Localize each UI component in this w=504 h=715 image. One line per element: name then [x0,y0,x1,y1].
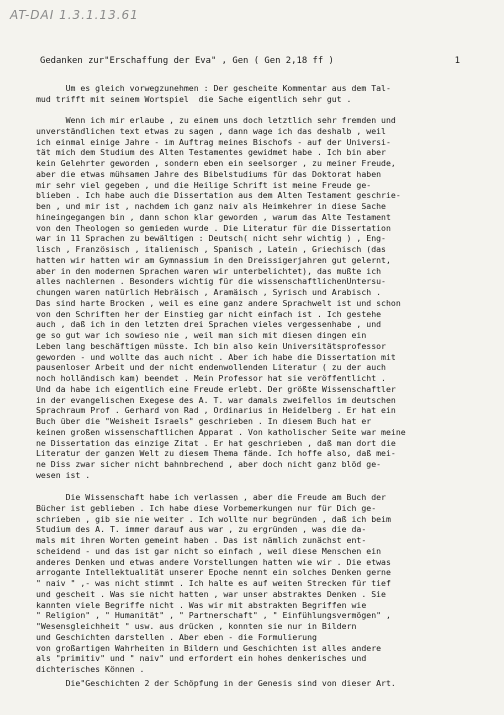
text-line: Leben lang beschäftigen müsste. Ich bin also kein Universitätsprofessor [36,340,386,351]
text-line: hatten wir hatten wir am Gymnassium in den Dreissigerjahren gut gelernt, [36,254,391,265]
text-line: lisch , Französisch , italienisch , Spanisch , Latein , Griechisch (das [36,244,386,254]
text-line: wesen ist . [36,469,91,480]
page-number: 1 [454,56,460,66]
text-line: kein Gelehrter geworden , sondern eben ein seelsorger , zu meiner Freude, [36,158,396,168]
text-line: Die Wissenschaft habe ich verlassen , aber die Freude am Buch der [36,492,386,502]
text-line: Wenn ich mir erlaube , zu einem uns doch letztlich sehr fremden und [36,115,396,125]
text-line: als "primitiv" und " naiv" und erfordert ein hohes denkerisches und [36,653,367,664]
text-line: von den Theologen so gemieden wurde . Die Literatur für die Dissertation [36,222,391,233]
text-line: mir sehr viel gegeben , und die Heilige Schrift ist meine Freude ge- [36,179,372,190]
text-line: keinen großen wissenschaftlichen Apparat . Von katholischer Seite war meine [36,426,406,437]
text-line: Die"Geschichten 2 der Schöpfung in der Genesis sind von dieser Art. [36,678,396,688]
text-line: von großartigen Wahrheiten in Bildern und Geschichten ist alles andere [36,642,382,653]
paragraph-closing [36,678,468,689]
text-line: blieben . Ich habe auch die Dissertation aus dem Alten Testament geschrie- [36,190,401,201]
text-line: ne Dissertation das einzige Zitat . Er hat geschrieben , daß man dort die [36,437,396,448]
paragraph-intro [36,83,468,105]
text-line: " Religion" , " Humanität" , " Partnerschaft" , " Einfühlungsvermögen" , [36,610,391,621]
text-line: aber in den modernen Sprachen waren wir unterbelichtet), das mußte ich [36,265,382,276]
text-line: dichterisches Können . [36,664,145,674]
text-line: mals mit ihren Worten gemeint haben . Das ist nämlich zunächst ent- [36,535,367,545]
text-line: kannten viele Begriffe nicht . Was wir mit abstrakten Begriffen wie [36,599,367,610]
text-line: pausenloser Arbeit und der nicht endenwollenden Literatur ( zu der auch [36,362,386,373]
text-line: " naiv " ,- was nicht stimmt . Ich halte es auf weiten Strecken für tief [36,578,391,588]
text-line: anderes Denken und etwas andere Vorstellungen hatten wie wir . Die etwas [36,556,391,567]
paragraph-method [36,492,468,675]
text-line: chungen waren natürlich Hebräisch , Aramäisch , Syrisch und Arabisch . [36,287,382,297]
text-line: und gescheit . Was sie nicht hatten , war unser abstraktes Denken . Sie [36,588,386,599]
text-line: arrogante Intellektualität unserer Epoche nennt ein solches Denken gerne [36,567,391,578]
text-line: Um es gleich vorwegzunehmen : Der gescheite Kommentar aus dem Tal- [36,83,391,93]
text-line: hineingegangen bin , dann schon klar geworden , warum das Alte Testament [36,211,391,222]
text-line: ne Diss zwar sicher nicht bahnbrechend , aber doch nicht ganz blöd ge- [36,459,382,469]
text-line: noch holländisch kam) beendet . Mein Professor hat sie veröffentlicht . [36,373,386,383]
text-line: Bücher ist geblieben . Ich habe diese Vorbemerkungen nur für Dich ge- [36,502,377,513]
text-line: ge so gut war ich sowieso nie , weil man sich mit diesen dingen ein [36,330,367,340]
text-line: Und da habe ich eigentlich eine Freude erlebt. Der größte Wissenschaftler [36,383,396,394]
text-line: geworden - und wollte das auch nicht . Aber ich habe die Dissertation mit [36,351,396,362]
text-line: ben , und mir ist , nachdem ich ganz naiv als Heimkehrer in diese Sache [36,201,386,211]
text-line: aber die etwas mühsamen Jahre des Bibelstudiums für das Doktorat haben [36,168,382,179]
text-line: war in 11 Sprachen zu bewältigen : Deutsch( nicht sehr wichtig ) , Eng- [36,233,386,244]
text-line: ich einmal einige Jahre - im Auftrag meines Bischofs - auf der Universi- [36,136,391,147]
text-line: alles nachlernen . Besonders wichtig für die wissenschaftlichenUntersu- [36,276,386,287]
text-line: Das sind harte Brocken , weil es eine ganz andere Sprachwelt ist und schon [36,297,401,308]
text-line: schrieben , gib sie nie weiter . Ich wollte nur begründen , daß ich beim [36,513,391,524]
text-line: unverständlichen text etwas zu sagen , dann wage ich das deshalb , weil [36,125,386,136]
paragraph-biography [36,115,468,481]
document-title: Gedanken zur"Erschaffung der Eva" , Gen ( Gen 2,18 ff ) [40,56,334,66]
text-line: scheidend - und das ist gar nicht so einfach , weil diese Menschen ein [36,545,382,556]
text-line: von den Schriften her der Einstieg gar nicht einfach ist . Ich gestehe [36,308,382,319]
text-line: auch , daß ich in den letzten drei Sprachen vieles vergessenhabe , und [36,319,382,330]
text-line: Buch über die "Weisheit Israels" geschrieben . In diesem Buch hat er [36,416,372,426]
text-line: und Geschichten darstellen . Aber eben - die Formulierung [36,631,317,642]
text-line: Studium des A. T. immer darauf aus war , zu ergründen , was die da- [36,524,367,535]
text-line: "Wesensgleichheit " usw. aus drücken , konnten sie nur in Bildern [36,621,357,631]
text-line: Literatur der ganzen Welt zu diesem Thema fände. Ich hoffe also, daß mei- [36,448,396,459]
text-line: in der evangelischen Exegese des A. T. war damals zweifellos im deutschen [36,394,396,405]
text-line: Sprachraum Prof . Gerhard von Rad , Ordinarius in Heidelberg . Er hat ein [36,405,396,416]
archive-reference-stamp: AT-DAI 1.3.1.13.61 [10,8,139,22]
text-line: mud trifft mit seinem Wortspiel die Sache eigentlich sehr gut . [36,93,352,104]
text-line: tät mich dem Studium des Alten Testamentes gewidmet habe . Ich bin aber [36,147,386,158]
